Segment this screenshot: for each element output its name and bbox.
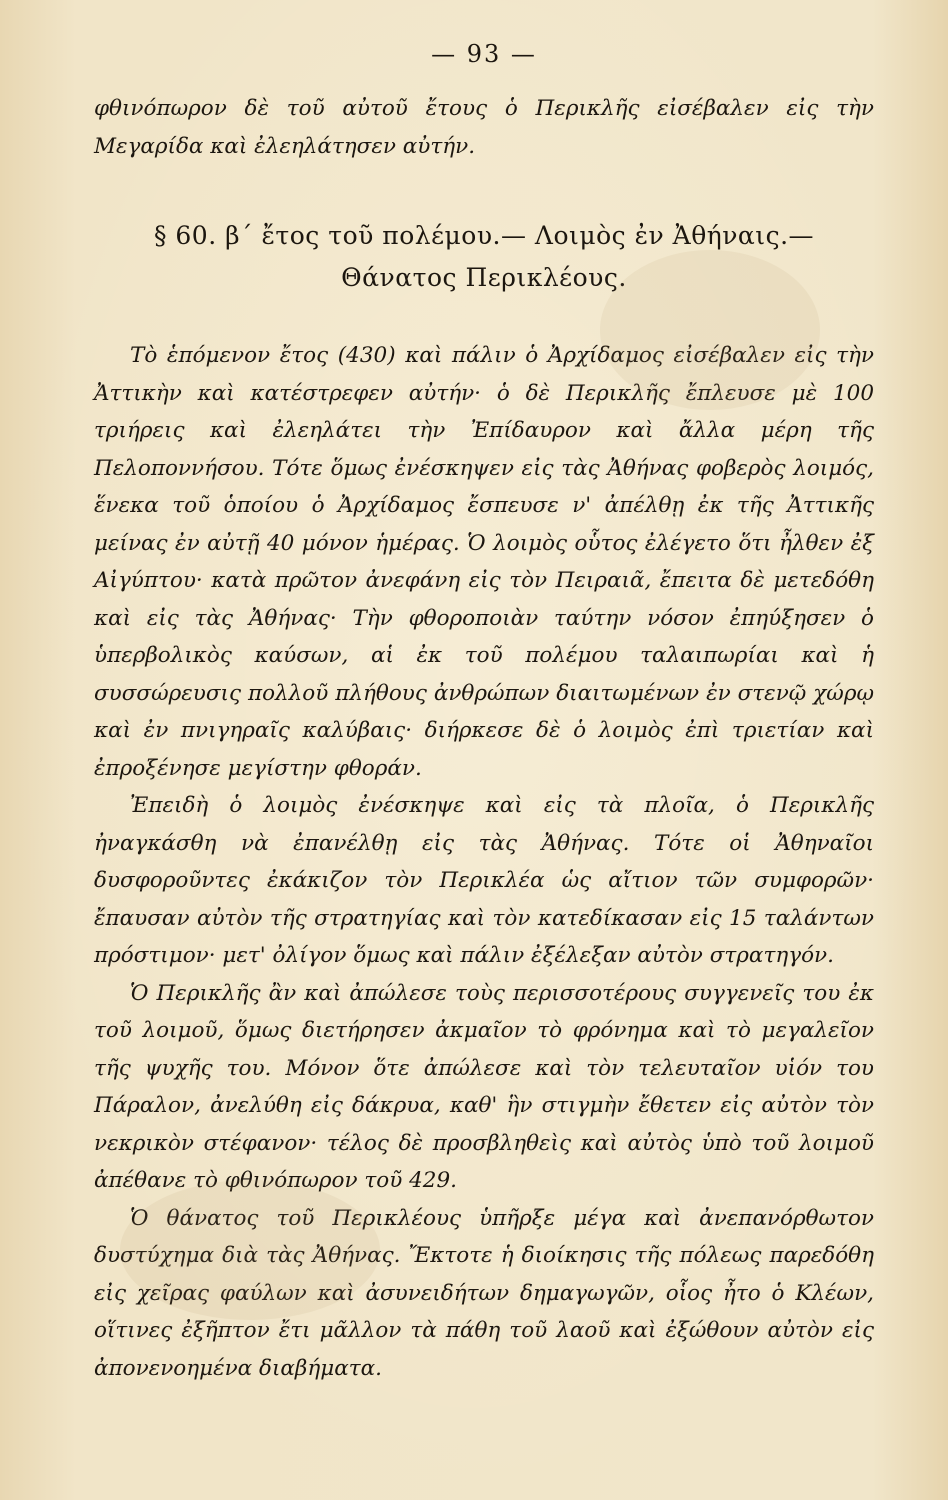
section-heading-line-2: Θάνατος Περικλέους. xyxy=(341,263,627,292)
intro-paragraph: φθινόπωρον δὲ τοῦ αὐτοῦ ἔτους ὁ Περικλῆς εἰσέβαλεν εἰς τὴν Μεγαρίδα καὶ ἐλεηλάτησεν αὐτήν. xyxy=(94,96,874,159)
paragraph-pericles-grief: Ὁ Περικλῆς ἂν καὶ ἀπώλεσε τοὺς περισσοτέρους συγγενεῖς του ἐκ τοῦ λοιμοῦ, ὅμως διετήρησεν ἀκμαῖον τὸ φρόνημα καὶ τὸ μεγαλεῖον τῆς ψυχῆς του. Μόνον ὅτε ἀπώλεσε καὶ τὸν τελευταῖον υἱόν του Πάραλον, ἀνελύθη εἰς δάκρυα, καθ' ἣν στιγμὴν ἔθετεν εἰς αὐτὸν τὸν νεκρικὸν στέφανον· τέλος δὲ προσβληθεὶς καὶ αὐτὸς ὑπὸ τοῦ λοιμοῦ ἀπέθανε τὸ φθινόπωρον τοῦ 429. xyxy=(94,980,874,1193)
paragraph-pericles-death: Ὁ θάνατος τοῦ Περικλέους ὑπῆρξε μέγα καὶ ἀνεπανόρθωτον δυστύχημα διὰ τὰς Ἀθήνας. Ἔκτοτε ἡ διοίκησις τῆς πόλεως παρεδόθη εἰς χεῖρας φαύλων καὶ ἀσυνειδήτων δημαγωγῶν, οἷος ἦτο ὁ Κλέων, οἵτινες ἐξῆπτον ἔτι μᾶλλον τὰ πάθη τοῦ λαοῦ καὶ ἐξώθουν αὐτὸν εἰς ἀπονενοημένα διαβήματα. xyxy=(94,1205,874,1381)
paper-stain xyxy=(600,250,820,410)
section-heading-line-1: § 60. β΄ ἔτος τοῦ πολέμου.— Λοιμὸς ἐν Ἀθήναις.— xyxy=(153,221,815,250)
paper-stain xyxy=(120,1180,380,1320)
paragraph-plague: Τὸ ἑπόμενον ἔτος (430) καὶ πάλιν ὁ Ἀρχίδαμος εἰσέβαλεν εἰς τὴν Ἀττικὴν καὶ κατέστρεφεν αὐτήν· ὁ δὲ Περικλῆς ἔπλευσε μὲ 100 τριήρεις καὶ ἐλεηλάτει τὴν Ἐπίδαυρον καὶ ἄλλα μέρη τῆς Πελοποννήσου. Τότε ὅμως ἐνέσκηψεν εἰς τὰς Ἀθήνας φοβερὸς λοιμός, ἕνεκα τοῦ ὁποίου ὁ Ἀρχίδαμος ἔσπευσε ν' ἀπέλθῃ ἐκ τῆς Ἀττικῆς μείνας ἐν αὐτῇ 40 μόνον ἡμέρας. Ὁ λοιμὸς οὗτος ἐλέγετο ὅτι ἦλθεν ἐξ Αἰγύπτου· κατὰ πρῶτον ἀνεφάνη εἰς τὸν Πειραιᾶ, ἔπειτα δὲ μετεδόθη καὶ εἰς τὰς Ἀθήνας· Τὴν φθοροποιὰν ταύτην νόσον ἐπηύξησεν ὁ ὑπερβολικὸς καύσων, αἱ ἐκ τοῦ πολέμου ταλαιπωρίαι καὶ ἡ συσσώρευσις πολλοῦ πλήθους ἀνθρώπων διαιτωμένων ἐν στενῷ χώρῳ καὶ ἐν πνιγηραῖς καλύβαις· διήρκεσε δὲ ὁ λοιμὸς ἐπὶ τριετίαν καὶ ἐπροξένησε μεγίστην φθοράν. xyxy=(94,343,874,781)
page-number: — 93 — xyxy=(431,40,537,68)
paragraph-pericles-return: Ἐπειδὴ ὁ λοιμὸς ἐνέσκηψε καὶ εἰς τὰ πλοῖα, ὁ Περικλῆς ἠναγκάσθη νὰ ἐπανέλθῃ εἰς τὰς Ἀθήνας. Τότε οἱ Ἀθηναῖοι δυσφοροῦντες ἐκάκιζον τὸν Περικλέα ὡς αἴτιον τῶν συμφορῶν· ἔπαυσαν αὐτὸν τῆς στρατηγίας καὶ τὸν κατεδίκασαν εἰς 15 ταλάντων πρόστιμον· μετ' ὀλίγον ὅμως καὶ πάλιν ἐξέλεξαν αὐτὸν στρατηγόν. xyxy=(94,793,874,968)
